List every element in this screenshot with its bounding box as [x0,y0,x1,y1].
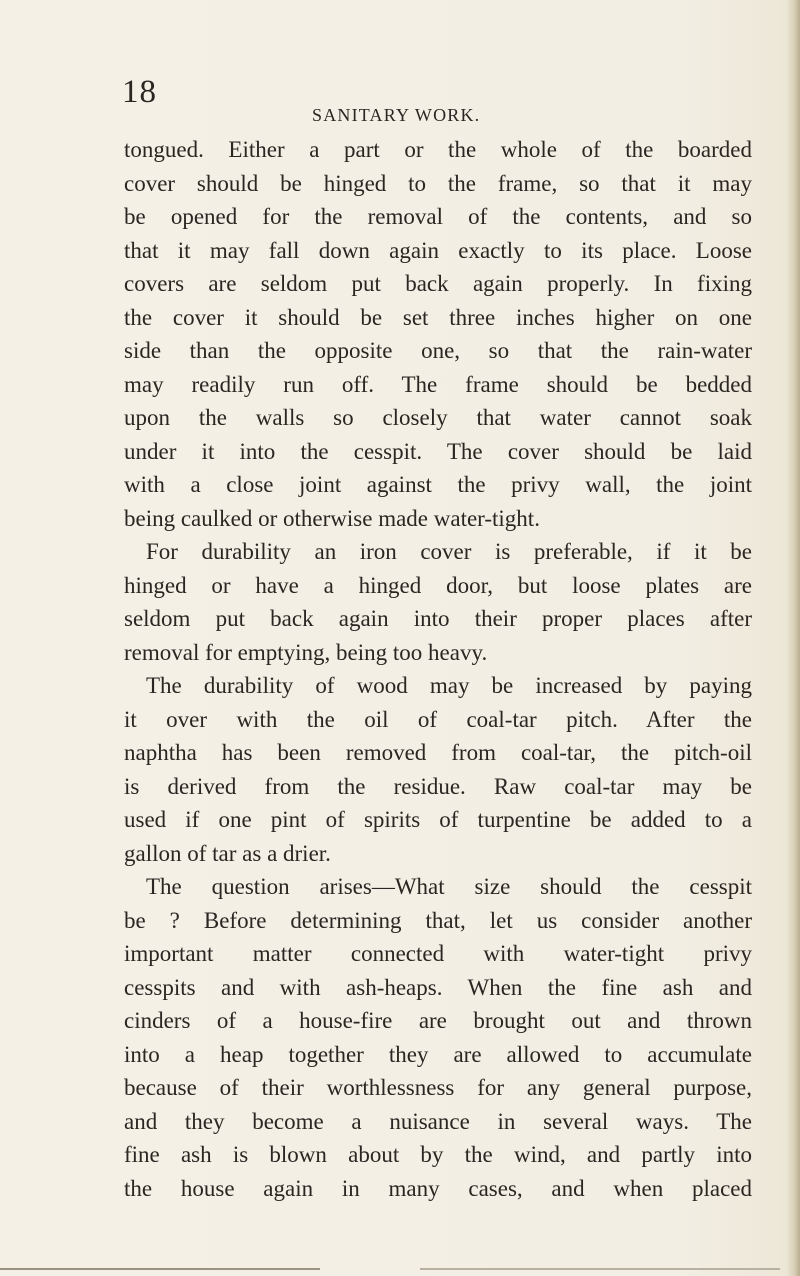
text-line: be ? Before determining that, let us consider another [124,907,752,933]
text-line: hinged or have a hinged door, but loose plates are [124,572,752,598]
page-number: 18 [122,74,157,110]
text-line: may readily run off. The frame should be bedded [124,371,752,397]
text-line: naphtha has been removed from coal-tar, the pitch-oil [124,740,752,765]
text-line: with a close joint against the privy wall, the joint [124,472,752,497]
text-line: gallon of tar as a drier. [124,840,331,866]
page-edge-shadow [786,0,800,1276]
text-line: The question arises—What size should the cesspit [146,874,752,899]
running-title: SANITARY WORK. [312,105,481,125]
text-line: cinders of a house-fire are brought out and thrown [124,1008,752,1033]
text-line: because of their worthlessness for any general purpose, [124,1075,752,1100]
text-line: removal for emptying, being too heavy. [124,639,488,665]
text-line: used if one pint of spirits of turpentine be added to a [124,807,752,832]
text-line: it over with the oil of coal-tar pitch. After the [124,706,752,732]
bottom-rule [420,1268,780,1270]
text-line: upon the walls so closely that water cannot soak [124,405,752,430]
text-line: that it may fall down again exactly to its place. Loose [124,237,752,263]
text-line: side than the opposite one, so that the rain-water [124,338,752,363]
text-line: be opened for the removal of the contents, and so [124,204,752,229]
text-line: the cover it should be set three inches higher on one [124,304,752,330]
text-line: The durability of wood may be increased by paying [146,673,752,698]
text-line: covers are seldom put back again properly. In fixing [124,271,752,296]
text-line: For durability an iron cover is preferable, if it be [146,539,752,564]
text-line: and they become a nuisance in several ways. The [124,1108,752,1134]
bottom-rule [0,1268,320,1270]
text-line: tongued. Either a part or the whole of the boarded [124,137,752,162]
text-line: under it into the cesspit. The cover should be laid [124,438,752,464]
body-text [124,133,752,1205]
text-line: is derived from the residue. Raw coal-tar may be [124,773,752,799]
text-line: being caulked or otherwise made water-tight. [124,505,540,531]
text-line: cover should be hinged to the frame, so that it may [124,170,752,196]
text-line: the house again in many cases, and when placed [124,1175,752,1201]
text-line: into a heap together they are allowed to accumulate [124,1041,752,1067]
text-line: fine ash is blown about by the wind, and partly into [124,1142,752,1167]
text-line: cesspits and with ash-heaps. When the fine ash and [124,974,752,1000]
text-line: seldom put back again into their proper places after [124,606,752,631]
text-line: important matter connected with water-tight privy [124,941,752,966]
